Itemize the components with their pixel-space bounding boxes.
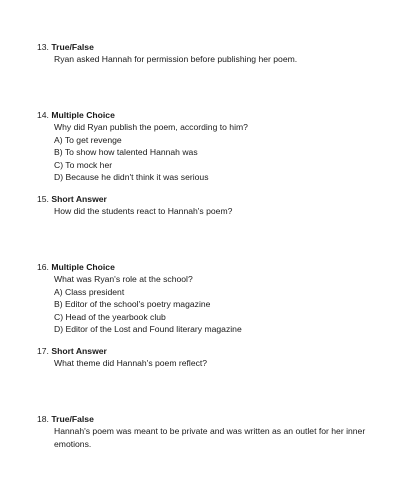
question-prompt: Why did Ryan publish the poem, according to him?: [54, 122, 248, 133]
question-type: Multiple Choice: [51, 262, 115, 272]
question-prompt: How did the students react to Hannah's poem?: [54, 206, 233, 217]
question-heading: [37, 261, 387, 273]
question-heading: [37, 193, 387, 205]
question-prompt: Hannah's poem was meant to be private and was written as an outlet for her inner emotions.: [54, 426, 366, 449]
answer-option-a: A) Class president: [54, 286, 125, 297]
answer-option-d: D) Editor of the Lost and Found literary magazine: [54, 324, 242, 335]
question-type: True/False: [51, 414, 94, 424]
question-number: 15.: [37, 194, 49, 204]
answer-option-c: C) To mock her: [54, 159, 113, 170]
question-heading: [37, 413, 387, 425]
answer-options: [54, 134, 387, 184]
question-heading: [37, 41, 387, 53]
answer-option-c: C) Head of the yearbook club: [54, 311, 166, 322]
question-15: [37, 193, 387, 218]
question-body: [54, 121, 387, 183]
question-prompt: What was Ryan's role at the school?: [54, 274, 193, 285]
question-type: True/False: [51, 42, 94, 52]
question-number: 17.: [37, 346, 49, 356]
question-heading: [37, 345, 387, 357]
question-16: [37, 261, 387, 335]
question-type: Short Answer: [51, 194, 107, 204]
question-body: [54, 205, 387, 217]
question-heading: [37, 109, 387, 121]
answer-option-b: B) To show how talented Hannah was: [54, 147, 198, 158]
question-type: Multiple Choice: [51, 110, 115, 120]
question-body: [54, 425, 387, 450]
question-body: [54, 357, 387, 369]
question-prompt: Ryan asked Hannah for permission before publishing her poem.: [54, 54, 298, 65]
question-13: [37, 41, 387, 66]
question-type: Short Answer: [51, 346, 107, 356]
question-number: 13.: [37, 42, 49, 52]
answer-option-b: B) Editor of the school's poetry magazine: [54, 299, 211, 310]
question-18: [37, 413, 387, 450]
question-14: [37, 109, 387, 183]
question-number: 14.: [37, 110, 49, 120]
question-number: 16.: [37, 262, 49, 272]
question-prompt: What theme did Hannah's poem reflect?: [54, 358, 208, 369]
answer-option-a: A) To get revenge: [54, 134, 122, 145]
question-number: 18.: [37, 414, 49, 424]
answer-options: [54, 286, 387, 336]
question-body: [54, 273, 387, 335]
answer-option-d: D) Because he didn't think it was serious: [54, 172, 209, 183]
question-body: [54, 53, 387, 65]
question-17: [37, 345, 387, 370]
